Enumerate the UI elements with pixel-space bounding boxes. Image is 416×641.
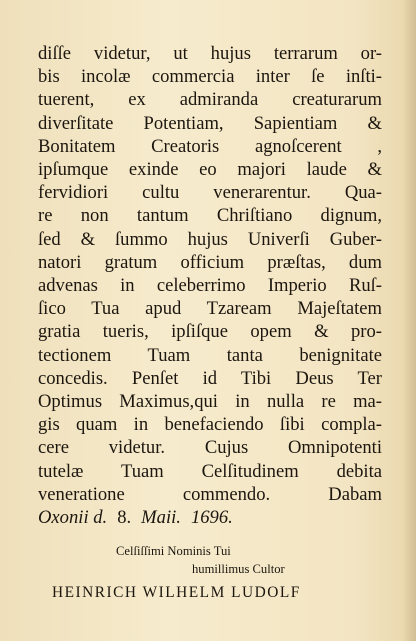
text-line: Bonitatem Creatoris agnoſcerent , bbox=[38, 135, 382, 157]
text-line: tutelæ Tuam Celſitudinem debita bbox=[38, 460, 382, 482]
author-signature: HEINRICH WILHELM LUDOLF bbox=[52, 584, 301, 601]
text-line: gis quam in benefaciendo ſibi compla- bbox=[38, 414, 382, 436]
text-line: veneratione commendo. Dabam bbox=[38, 483, 382, 505]
text-line: bis incolæ commercia inter ſe inſti- bbox=[38, 66, 382, 88]
dedication-text bbox=[38, 42, 382, 529]
date-month: Maii. bbox=[141, 507, 181, 529]
date-place: Oxonii d. bbox=[38, 507, 108, 529]
text-line: diſſe videtur, ut hujus terrarum or- bbox=[38, 43, 382, 64]
text-line: gratia tueris, ipſiſque opem & pro- bbox=[38, 321, 382, 343]
text-line: re non tantum Chriſtiano dignum, bbox=[38, 205, 382, 227]
text-line: tuerent, ex admiranda creaturarum bbox=[38, 89, 382, 111]
closing-humble: humillimus Cultor bbox=[192, 562, 285, 576]
date-year: 1696. bbox=[190, 507, 233, 529]
text-line: fervidiori cultu venerarentur. Qua- bbox=[38, 182, 382, 204]
text-line: cere videtur. Cujus Omnipotenti bbox=[38, 437, 382, 459]
text-line: natori gratum officium præſtas, dum bbox=[38, 251, 382, 273]
text-line: Optimus Maximus,qui in nulla re ma- bbox=[38, 391, 382, 413]
text-line: ipſumque exinde eo majori laude & bbox=[38, 159, 382, 181]
date-line bbox=[38, 506, 382, 529]
text-line: tectionem Tuam tanta benignitate bbox=[38, 344, 382, 366]
date-day: 8. bbox=[117, 507, 132, 529]
text-line: diverſitate Potentiam, Sapientiam & bbox=[38, 112, 382, 134]
closing-salutation: Celſiſſimi Nominis Tui bbox=[116, 544, 231, 558]
text-line: ſed & ſummo hujus Univerſi Guber- bbox=[38, 228, 382, 250]
text-line: concedis. Penſet id Tibi Deus Ter bbox=[38, 367, 382, 389]
text-line: ſico Tua apud Tzaream Majeſtatem bbox=[38, 298, 382, 320]
text-line: advenas in celeberrimo Imperio Ruſ- bbox=[38, 275, 382, 297]
